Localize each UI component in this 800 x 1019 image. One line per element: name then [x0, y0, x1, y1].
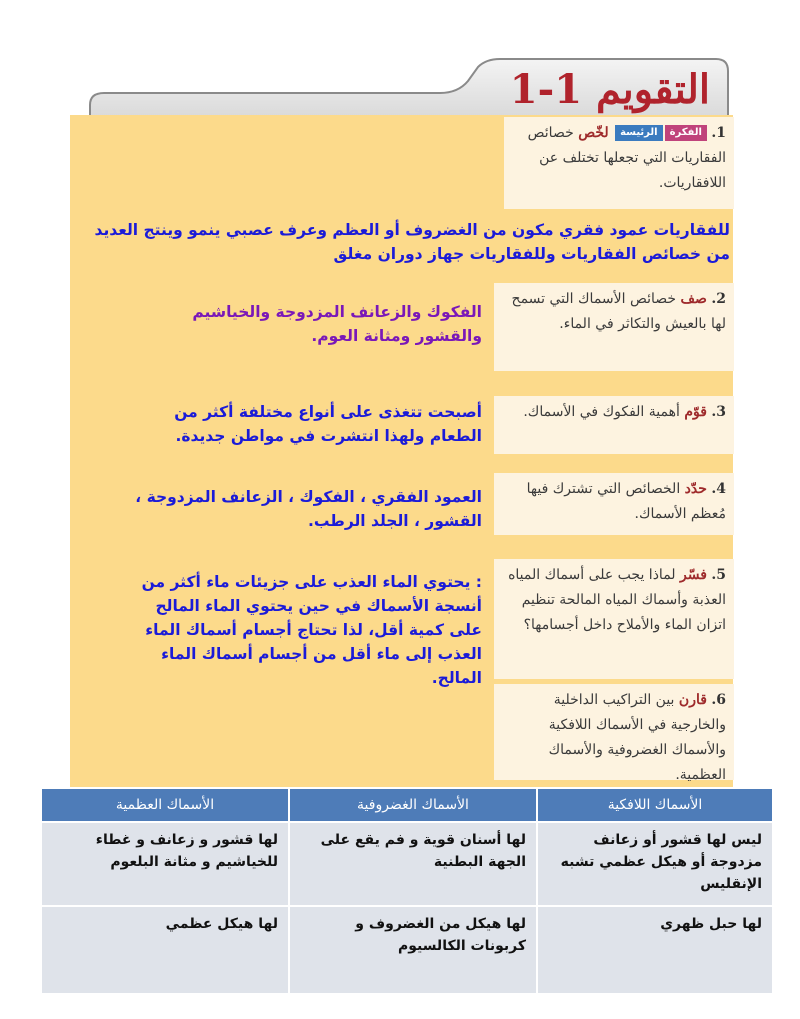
- question-4: [494, 473, 734, 535]
- question-1: [504, 117, 734, 209]
- header-jawless-fish: الأسماك اللافكية: [537, 788, 773, 822]
- comparison-table: [40, 787, 774, 995]
- question-text: خصائص الأسماك التي تسمح لها بالعيش والتكاثر في الماء.: [511, 291, 726, 332]
- question-text: خصائص الفقاريات التي تجعلها تختلف عن اللافقاريات.: [527, 125, 726, 191]
- question-text: بين التراكيب الداخلية والخارجية في الأسماك اللافكية والأسماك الغضروفية والأسماك العظمية.: [548, 692, 726, 783]
- answer-5: : يحتوي الماء العذب على جزيئات ماء أكثر من أنسجة الأسماك في حين يحتوي الماء المالح على كمية أقل، لذا تحتاج أجسام أسماك الماء العذب إلى ماء أقل من أجسام أسماك الماء المالح.: [141, 573, 482, 687]
- question-number: 4.: [711, 481, 726, 497]
- answer-1: للفقاريات عمود فقري مكون من الغضروف أو العظم وعرف عصبي ينمو وينتج العديد من خصائص الفقاريات وللفقاريات جهاز دوران مغلق: [94, 221, 730, 263]
- table-row: [41, 906, 773, 994]
- question-text: أهمية الفكوك في الأسماك.: [523, 404, 680, 420]
- question-verb: لخّص: [578, 125, 609, 141]
- question-text: الخصائص التي تشترك فيها مُعظم الأسماك.: [526, 481, 726, 522]
- table-cell: لها أسنان قوية و فم يقع على الجهة البطنية: [289, 822, 537, 906]
- table-cell: لها قشور و زعانف و غطاء للخياشيم و مثانة البلعوم: [41, 822, 289, 906]
- table-header-row: [41, 788, 773, 822]
- table-cell: ليس لها قشور أو زعانف مزدوجة أو هيكل عظمي تشبه الإنقليس: [537, 822, 773, 906]
- question-number: 1.: [711, 125, 726, 141]
- table-cell: لها حبل ظهري: [537, 906, 773, 994]
- question-number: 2.: [711, 291, 726, 307]
- question-5: [494, 559, 734, 679]
- answer-4: العمود الفقري ، الفكوك ، الزعانف المزدوجة ، القشور ، الجلد الرطب.: [135, 488, 482, 530]
- question-verb: قارن: [678, 692, 707, 708]
- table-row: [41, 822, 773, 906]
- idea-tag: الفكرة: [665, 125, 707, 141]
- table-cell: لها هيكل من الغضروف و كربونات الكالسيوم: [289, 906, 537, 994]
- question-verb: صف: [680, 291, 707, 307]
- question-text: لماذا يجب على أسماك المياه العذبة وأسماك المياه المالحة تنظيم اتزان الماء والأملاح داخل أجسامها؟: [508, 567, 726, 633]
- page-title: التقويم 1-1: [509, 66, 710, 113]
- question-2: [494, 283, 734, 371]
- question-verb: فسّر: [680, 567, 707, 583]
- header-bony-fish: الأسماك العظمية: [41, 788, 289, 822]
- question-number: 5.: [711, 567, 726, 583]
- main-tag: الرئيسة: [615, 125, 662, 141]
- table-cell: لها هيكل عظمي: [41, 906, 289, 994]
- question-number: 3.: [711, 404, 726, 420]
- header-cartilaginous-fish: الأسماك الغضروفية: [289, 788, 537, 822]
- question-3: [494, 396, 734, 454]
- answer-3: أصبحت تتغذى على أنواع مختلفة أكثر من الطعام ولهذا انتشرت في مواطن جديدة.: [174, 403, 482, 445]
- question-number: 6.: [711, 692, 726, 708]
- question-6: [494, 684, 734, 783]
- question-verb: حدّد: [684, 481, 707, 497]
- answer-2: الفكوك والزعانف المزدوجة والخياشيم والقشور ومثانة العوم.: [192, 303, 482, 345]
- question-verb: قوّم: [684, 404, 707, 420]
